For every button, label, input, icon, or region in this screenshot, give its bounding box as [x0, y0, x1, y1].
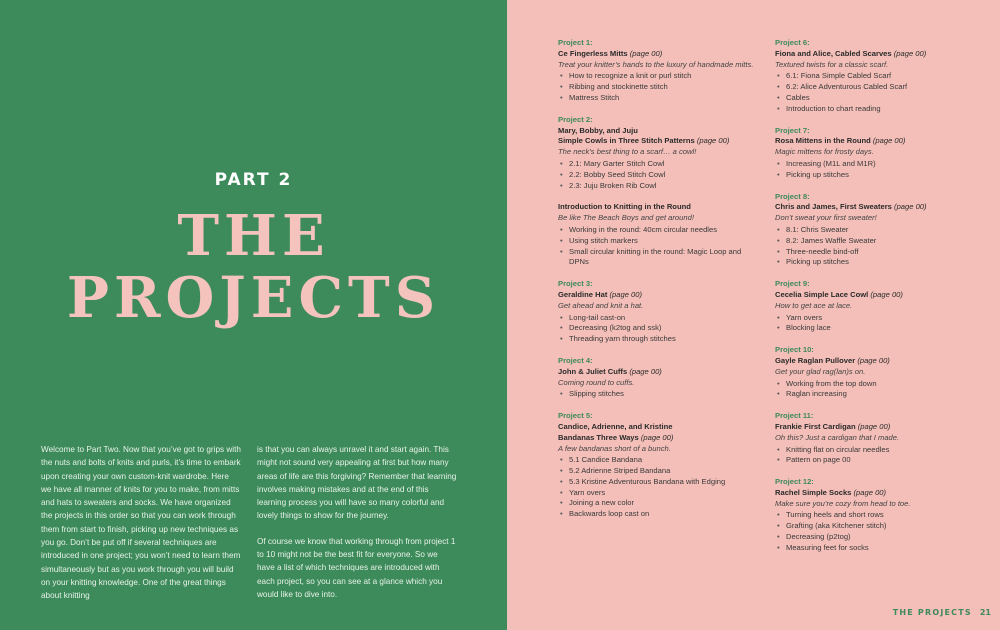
- project-title-text: Ce Fingerless Mitts: [558, 48, 628, 58]
- project-tagline: How to get ace at lace.: [775, 300, 853, 310]
- project-number: Project 3:: [558, 279, 593, 289]
- project-title: [775, 290, 980, 301]
- footer-section-title: THE PROJECTS: [892, 608, 972, 617]
- intro-column-1: [41, 443, 241, 615]
- technique-list: [558, 389, 763, 400]
- technique-item: • 6.2: Alice Adventurous Cabled Scarf: [775, 82, 980, 93]
- technique-item: • 8.1: Chris Sweater: [775, 225, 980, 236]
- project-title: [558, 49, 763, 60]
- project-number: Project 11:: [775, 411, 814, 421]
- project-title-text: Chris and James, First Sweaters: [775, 202, 892, 212]
- technique-item: • Working from the top down: [775, 379, 980, 390]
- technique-item: • Mattress Stitch: [558, 93, 763, 104]
- project-title-text: Cecelia Simple Lace Cowl: [775, 289, 869, 299]
- project-number: Project 9:: [775, 279, 810, 289]
- project-title-text: Introduction to Knitting in the Round: [558, 202, 691, 212]
- technique-item: • Turning heels and short rows: [775, 510, 980, 521]
- technique-list: [775, 225, 980, 268]
- project-number: Project 5:: [558, 411, 593, 421]
- project-page-ref: (page 00): [872, 136, 906, 146]
- technique-item: • Slipping stitches: [558, 389, 763, 400]
- project-title-prefix: Candice, Adrienne, and Kristine: [558, 421, 673, 431]
- project-tagline: Textured twists for a classic scarf.: [775, 59, 889, 69]
- project-tagline: Oh this? Just a cardigan that I made.: [775, 432, 900, 442]
- project-entry: [775, 192, 980, 269]
- project-page-ref: (page 00): [696, 136, 730, 146]
- technique-item: • Measuring feet for socks: [775, 543, 980, 554]
- technique-list: [558, 71, 763, 103]
- project-title: [775, 49, 980, 60]
- project-title-prefix: Mary, Bobby, and Juju: [558, 125, 638, 135]
- project-page-ref: (page 00): [609, 289, 643, 299]
- technique-list: [558, 225, 763, 268]
- technique-item: • Working in the round: 40cm circular needles: [558, 225, 763, 236]
- technique-item: • Ribbing and stockinette stitch: [558, 82, 763, 93]
- project-page-ref: (page 00): [629, 48, 663, 58]
- project-tagline: Make sure you’re cozy from head to toe.: [775, 498, 911, 508]
- project-tagline: Get ahead and knit a hat.: [558, 300, 644, 310]
- technique-list: [558, 313, 763, 345]
- technique-item: • Picking up stitches: [775, 170, 980, 181]
- project-number: Project 1:: [558, 38, 593, 47]
- title-line-2: PROJECTS: [66, 265, 441, 331]
- project-entry: [558, 356, 763, 400]
- technique-item: • Three-needle bind-off: [775, 247, 980, 258]
- project-page-ref: (page 00): [870, 289, 903, 299]
- technique-item: • 2.1: Mary Garter Stitch Cowl: [558, 159, 763, 170]
- project-title-text: Rachel Simple Socks: [775, 487, 852, 497]
- technique-list: [775, 159, 980, 181]
- project-entry: [558, 202, 763, 268]
- title-line-1: THE: [177, 203, 330, 269]
- technique-item: • Grafting (aka Kitchener stitch): [775, 521, 980, 532]
- intro-paragraph: Of course we know that working through from project 1 to 10 might not be the best fit for everyone. So we have a list of which techniques are introduced with each project, so you can see at a glance which you would like to dive into.: [257, 536, 456, 599]
- project-entry: [775, 126, 980, 181]
- technique-item: • Blocking lace: [775, 323, 980, 334]
- project-title: [775, 356, 980, 367]
- technique-item: • Small circular knitting in the round: Magic Loop and DPNs: [558, 247, 763, 269]
- project-title-text: Geraldine Hat: [558, 289, 608, 299]
- technique-item: • Raglan increasing: [775, 389, 980, 400]
- project-tagline: Be like The Beach Boys and get around!: [558, 213, 694, 223]
- technique-item: • How to recognize a knit or purl stitch: [558, 71, 763, 82]
- project-title-text: Fiona and Alice, Cabled Scarves: [775, 48, 892, 58]
- project-title-text: Bandanas Three Ways: [558, 432, 639, 442]
- project-tagline: Treat your knitter’s hands to the luxury of handmade mitts.: [558, 59, 754, 69]
- project-title: [558, 290, 763, 301]
- project-page-ref: (page 00): [629, 366, 662, 376]
- project-tagline: A few bandanas short of a bunch.: [558, 443, 671, 453]
- project-title-text: Frankie First Cardigan: [775, 421, 856, 431]
- technique-list: [558, 159, 763, 191]
- project-title: [558, 202, 763, 213]
- technique-item: • Pattern on page 00: [775, 455, 980, 466]
- technique-item: • Picking up stitches: [775, 257, 980, 268]
- project-title: [775, 136, 980, 147]
- intro-paragraph: Welcome to Part Two. Now that you’ve got to grips with the nuts and bolts of knits and purls, it’s time to embark upon creating your own custom-knit wardrobe. Here we have all manner of knits for you to make, from mitts and hats to sweaters and socks. We have organized the projects in this order so that you can work through them from start to finish, picking up new techniques as you go. Don’t be put off if several techniques are introduced in one project; you won’t need to learn them simultaneously but as you work through you will build on your knitting knowledge. One of the great things about knitting: [41, 445, 241, 601]
- project-title: [775, 488, 980, 499]
- intro-column-2: [257, 443, 457, 613]
- technique-item: • Knitting flat on circular needles: [775, 445, 980, 456]
- technique-list: [775, 71, 980, 114]
- project-entry: [775, 345, 980, 400]
- project-number: Project 6:: [775, 38, 810, 47]
- technique-item: • Long-tail cast-on: [558, 313, 763, 324]
- project-page-ref: (page 00): [894, 202, 927, 212]
- project-page-ref: (page 00): [857, 355, 890, 365]
- project-tagline: The neck’s best thing to a scarf… a cowl!: [558, 147, 697, 157]
- project-title: [558, 367, 763, 378]
- page-number: 21: [979, 608, 991, 617]
- project-page-ref: (page 00): [857, 421, 891, 431]
- technique-item: • Cables: [775, 93, 980, 104]
- technique-list: [775, 313, 980, 335]
- technique-item: • Yarn overs: [775, 313, 980, 324]
- technique-item: • 2.2: Bobby Seed Stitch Cowl: [558, 170, 763, 181]
- project-title: [775, 202, 980, 213]
- project-title-text: Gayle Raglan Pullover: [775, 355, 856, 365]
- project-page-ref: (page 00): [640, 432, 674, 442]
- technique-item: • Using stitch markers: [558, 236, 763, 247]
- technique-item: • 8.2: James Waffle Sweater: [775, 236, 980, 247]
- project-page-ref: (page 00): [853, 487, 887, 497]
- technique-item: • 5.2 Adrienne Striped Bandana: [558, 466, 763, 477]
- technique-item: • 5.1 Candice Bandana: [558, 455, 763, 466]
- project-entry: [775, 38, 980, 115]
- project-number: Project 10:: [775, 345, 814, 355]
- project-tagline: Don’t sweat your first sweater!: [775, 213, 877, 223]
- project-title-text: Simple Cowls in Three Stitch Patterns: [558, 136, 695, 146]
- project-entry: [558, 115, 763, 192]
- project-number: Project 12:: [775, 477, 814, 487]
- project-entry: [775, 477, 980, 554]
- project-tagline: Magic mittens for frosty days.: [775, 147, 874, 157]
- projects-column-1: [558, 38, 763, 531]
- project-number: Project 2:: [558, 114, 593, 124]
- technique-item: • Backwards loop cast on: [558, 509, 763, 520]
- project-title: [558, 136, 763, 147]
- technique-list: [775, 445, 980, 467]
- technique-item: • 6.1: Fiona Simple Cabled Scarf: [775, 71, 980, 82]
- project-entry: [775, 411, 980, 466]
- project-entry: [558, 38, 763, 104]
- project-tagline: Get your glad rag(lan)s on.: [775, 366, 866, 376]
- part-label: PART 2: [214, 170, 293, 190]
- project-number: Project 4:: [558, 355, 593, 365]
- project-title-text: Rosa Mittens in the Round: [775, 136, 871, 146]
- project-title: [558, 433, 763, 444]
- projects-column-2: [775, 38, 980, 565]
- technique-item: • Joining a new color: [558, 498, 763, 509]
- project-number: Project 8:: [775, 191, 810, 201]
- page-footer: [893, 608, 991, 617]
- project-tagline: Coming round to cuffs.: [558, 377, 635, 387]
- project-title: [775, 422, 980, 433]
- technique-item: • Decreasing (p2tog): [775, 532, 980, 543]
- technique-item: • 2.3: Juju Broken Rib Cowl: [558, 181, 763, 192]
- project-page-ref: (page 00): [893, 48, 927, 58]
- technique-item: • Threading yarn through stitches: [558, 334, 763, 345]
- technique-list: [775, 510, 980, 553]
- technique-item: • 5.3 Kristine Adventurous Bandana with Edging: [558, 477, 763, 488]
- technique-item: • Yarn overs: [558, 488, 763, 499]
- project-entry: [558, 411, 763, 520]
- technique-list: [775, 379, 980, 401]
- technique-item: • Introduction to chart reading: [775, 104, 980, 115]
- technique-list: [558, 455, 763, 520]
- project-entry: [775, 279, 980, 334]
- project-entry: [558, 279, 763, 345]
- intro-paragraph: is that you can always unravel it and start again. This might not sound very appealing at first but how many areas of life are this forgiving? Remember that learning involves making mistakes and at the end of this learning process you will have so many colorful and lovely things to show for the journey.: [257, 445, 457, 521]
- technique-item: • Increasing (M1L and M1R): [775, 159, 980, 170]
- project-number: Project 7:: [775, 125, 810, 135]
- project-title-text: John & Juliet Cuffs: [558, 366, 628, 376]
- technique-item: • Decreasing (k2tog and ssk): [558, 323, 763, 334]
